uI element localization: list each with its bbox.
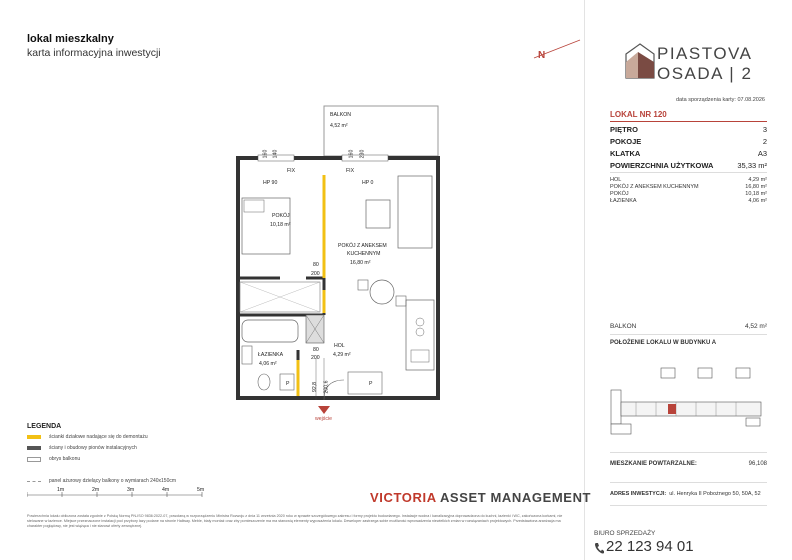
room-area: 4,29 m² — [333, 352, 351, 358]
legend-item: obrys balkonu — [27, 456, 80, 462]
lokal-underline — [610, 121, 767, 122]
brand-name-line2: OSADA | 2 — [657, 64, 753, 83]
balkon-row: BALKON 4,52 m² — [610, 323, 767, 330]
entry-dim: 200,6 — [323, 380, 330, 394]
info-row: PIĘTRO 3 — [610, 125, 767, 134]
window-dim: 160 — [262, 149, 269, 159]
fix-label: FIX — [287, 168, 296, 174]
fix-label: FIX — [346, 168, 355, 174]
repeatable-row: MIESZKANIE POWTARZALNE: 96,108 — [610, 461, 767, 467]
room-label: KUCHENNYM — [347, 251, 381, 257]
divider — [610, 334, 767, 335]
room-label: HOL — [334, 343, 345, 349]
door-dim: 200 — [311, 271, 320, 277]
info-row: KLATKA A3 — [610, 149, 767, 158]
scale-label: 4m — [162, 487, 170, 493]
scale-label: 2m — [92, 487, 100, 493]
info-row: POWIERZCHNIA UŻYTKOWA 35,33 m² — [610, 161, 767, 170]
door-dim: 80 — [313, 262, 319, 268]
entry-dim: 92,8 — [312, 381, 319, 393]
scale-label: 1m — [57, 487, 65, 493]
info-row: POKOJE 2 — [610, 137, 767, 146]
scale-label: 3m — [127, 487, 135, 493]
brand-logo-icon — [624, 40, 656, 80]
room-label: POKÓJ — [272, 213, 290, 219]
legend-item: ścianki działowe nadające się do demontażu — [27, 434, 148, 440]
scale-label: 5m — [197, 487, 205, 493]
room-area: 4,06 m² — [259, 361, 277, 367]
north-arrow-icon — [532, 38, 582, 60]
legend-item: ściany i obudowy pionów instalacyjnych — [27, 445, 137, 451]
balkon-label: BALKON — [330, 112, 352, 118]
footer-disclaimer: Powierzchnia lokalu obliczona została zgodnie z Polską Normą PN-ISO 9836:2022-07, powołaną w rozporządzeniu Ministra Rozwoju z dnia 11 września 2020 roku w sprawie szczegółowego zakresu i formy projektu budowlanego. Instalacje wodna i kanalizacyjna doprowadzona do kuchni, łazienki i WC, zakończona korkami, nie stelowane w łazience. Miejsce przeznaczone instalacji pod przybory łazy podane na stronie Hallway. Meble, bialy montaż oraz zby pomieszczenie ma ma stanowią elementy wyposażenia lokalu. Deweloper zastrzega sobie możliwość wprowadzenia niewielkich zmian w rozwiązaniach projektowych. Przedstawiona aranżacja ma charakter poglądowy, nie jest wiążąca i nie stanowi oferty zewnętrznej. — [27, 514, 563, 528]
room-area: 16,80 m² — [350, 260, 371, 266]
room-label: ŁAZIENKA — [258, 352, 284, 358]
window-dim: 160 — [348, 149, 355, 159]
balkon-area: 4,52 m² — [330, 123, 348, 129]
door-dim: 80 — [313, 347, 319, 353]
lokal-number: LOKAL NR 120 — [610, 110, 667, 119]
window-dim: 230 — [359, 149, 366, 159]
p-label: P — [369, 381, 373, 387]
company-logo: VICTORIA ASSET MANAGEMENT — [370, 490, 592, 505]
divider — [610, 452, 767, 453]
legend-item: panel ażurowy dzielący balkony o wymiarach 240x150cm — [27, 478, 176, 484]
sales-office-label: BIURO SPRZEDAŻY — [594, 530, 656, 537]
phone-icon — [594, 541, 604, 553]
room-row: POKÓJ Z ANEKSEM KUCHENNYM 16,80 m² — [610, 184, 767, 190]
card-date: data sporządzenia karty: 07.08.2026 — [676, 97, 765, 103]
room-area: 10,18 m² — [270, 222, 291, 228]
floor-plan — [220, 100, 460, 430]
legend-title: LEGENDA — [27, 423, 62, 430]
page-subtitle: karta informacyjna inwestycji — [27, 47, 161, 59]
room-label: POKÓJ Z ANEKSEM — [338, 243, 387, 249]
scale-bar — [27, 484, 207, 494]
svg-text:N: N — [538, 50, 546, 60]
divider — [610, 482, 767, 483]
building-location-label: POŁOŻENIE LOKALU W BUDYNKU A — [610, 340, 717, 346]
divider — [584, 0, 585, 560]
page-title: lokal mieszkalny — [27, 33, 114, 45]
phone-number[interactable]: 22 123 94 01 — [606, 538, 694, 555]
room-row: POKÓJ 10,18 m² — [610, 191, 767, 197]
window-dim: 140 — [272, 149, 279, 159]
divider — [610, 505, 767, 506]
door-dim: 200 — [311, 355, 320, 361]
room-row: ŁAZIENKA 4,06 m² — [610, 198, 767, 204]
window-height-label: HP 90 — [263, 180, 278, 186]
building-site-plan — [606, 360, 768, 442]
p-label: P — [286, 381, 290, 387]
entry-label: wejście — [315, 416, 333, 422]
address-row: ADRES INWESTYCJI: ul. Henryka II Pobożnego 50, 50A, 52 — [610, 491, 761, 497]
divider — [610, 172, 767, 173]
window-height-label: HP 0 — [362, 180, 374, 186]
brand-name-line1: PIASTOVA — [657, 44, 753, 63]
room-row: HOL 4,29 m² — [610, 177, 767, 183]
